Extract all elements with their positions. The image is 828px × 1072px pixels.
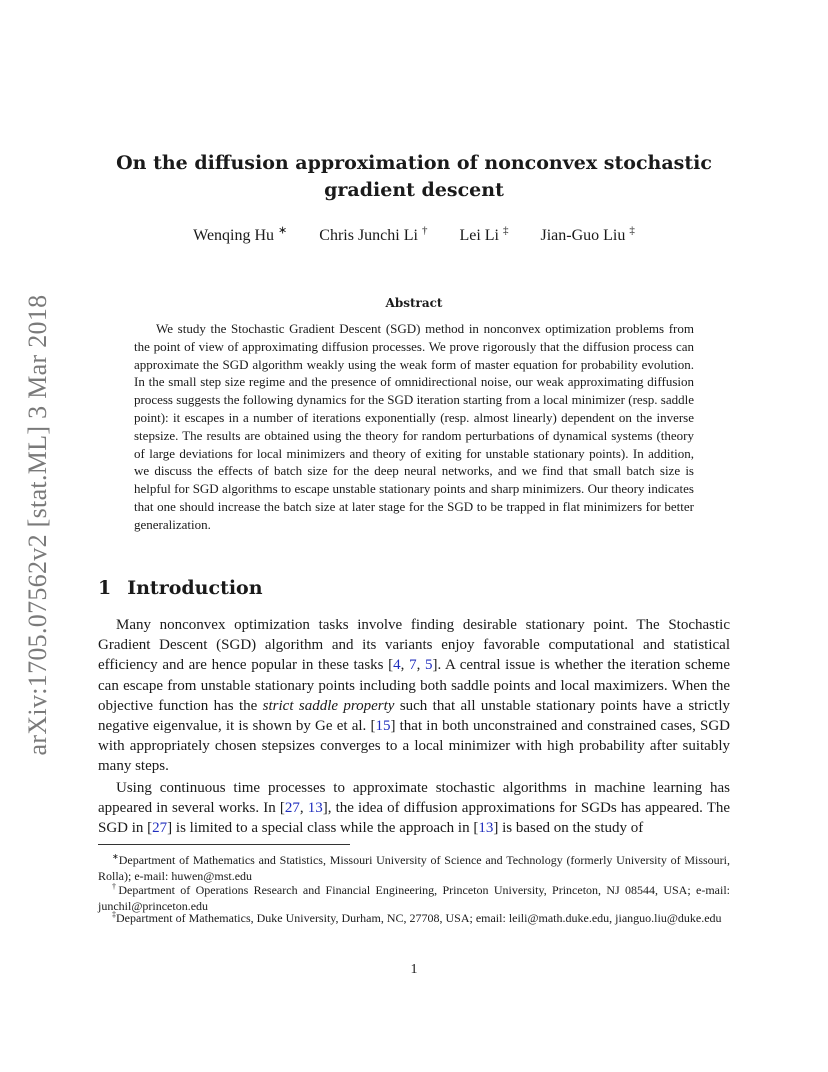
citation-link[interactable]: 13 [307, 800, 323, 817]
abstract-heading: Abstract [385, 296, 443, 310]
citation-link[interactable]: 13 [478, 820, 494, 837]
section-title: Introduction [127, 577, 263, 599]
arxiv-identifier: arXiv:1705.07562v2 [stat.ML] 3 Mar 2018 [23, 294, 52, 756]
citation-link[interactable]: 7 [409, 657, 417, 674]
footnote-li-chris: †Department of Operations Research and Financial Engineering, Princeton University, Princeton, NJ 08544, USA; e-mail: junchil@princeton.edu [98, 882, 730, 913]
arxiv-identifier-margin [18, 280, 58, 770]
paper-title: On the diffusion approximation of nonconvex stochastic gradient descent [116, 152, 712, 201]
section-number: 1 [98, 577, 112, 599]
author-li-lei: Lei Li ‡ [459, 225, 509, 245]
author-li-chris: Chris Junchi Li † [319, 225, 428, 245]
author-list [98, 224, 730, 245]
intro-paragraph-2: Using continuous time processes to approximate stochastic algorithms in machine learning has appeared in several works. In [27, 13], the idea of diffusion approximations for SGDs has appeared. The SGD in [27] is limited to a special class while the approach in [13] is based on the study of [98, 780, 731, 837]
author-hu: Wenqing Hu ∗ [193, 225, 288, 245]
footnote-divider [98, 844, 350, 845]
footnote-hu: ∗Department of Mathematics and Statistics, Missouri University of Science and Technology (formerly University of Missouri, Rolla); e-mail: huwen@mst.edu [98, 852, 730, 883]
footnote-li-liu: ‡Department of Mathematics, Duke University, Durham, NC, 27708, USA; email: leili@math.duke.edu, jianguo.liu@duke.edu [112, 910, 722, 925]
author-liu: Jian-Guo Liu ‡ [540, 225, 635, 245]
citation-link[interactable]: 15 [375, 718, 391, 735]
citation-link[interactable]: 27 [284, 800, 300, 817]
citation-link[interactable]: 4 [393, 657, 401, 674]
page-number: 1 [410, 962, 418, 977]
citation-link[interactable]: 5 [424, 657, 433, 674]
section-heading-introduction [98, 577, 263, 599]
intro-paragraph-1: Many nonconvex optimization tasks involve finding desirable stationary point. The Stochastic Gradient Descent (SGD) algorithm and its variants enjoy favorable computational and statistical efficiency and are hence popular in these tasks [4, 7, 5]. A central issue is whether the iteration scheme can escape from unstable stationary points including both saddle points and local maximizers. When the objective function has the strict saddle property such that all unstable stationary points have a strictly negative eigenvalue, it is shown by Ge et al. [15] that in both unconstrained and constrained cases, SGD with appropriately chosen stepsizes converges to a local minimizer with high probability after suitably many steps. [98, 617, 731, 775]
abstract-text: We study the Stochastic Gradient Descent (SGD) method in nonconvex optimization problems from the point of view of approximating diffusion processes. We prove rigorously that the diffusion process can approximate the SGD algorithm weakly using the weak form of master equation for probability evolution. In the small step size regime and the presence of omnidirectional noise, our weak approximating diffusion process suggests the following dynamics for the SGD iteration starting from a local minimizer (resp. saddle point): it escapes in a number of iterations exponentially (resp. almost linearly) dependent on the inverse stepsize. The results are obtained using the theory for random perturbations of dynamical systems (theory of large deviations for local minimizers and theory of exiting for unstable stationary points). In addition, we discuss the effects of batch size for the deep neural networks, and we find that small batch size is helpful for SGD algorithms to escape unstable stationary points and sharp minimizers. Our theory indicates that one should increase the batch size at later stage for the SGD to be trapped in flat minimizers for better generalization. [134, 321, 694, 532]
citation-link[interactable]: 27 [152, 820, 168, 837]
emphasized-term: strict saddle property [262, 697, 395, 714]
